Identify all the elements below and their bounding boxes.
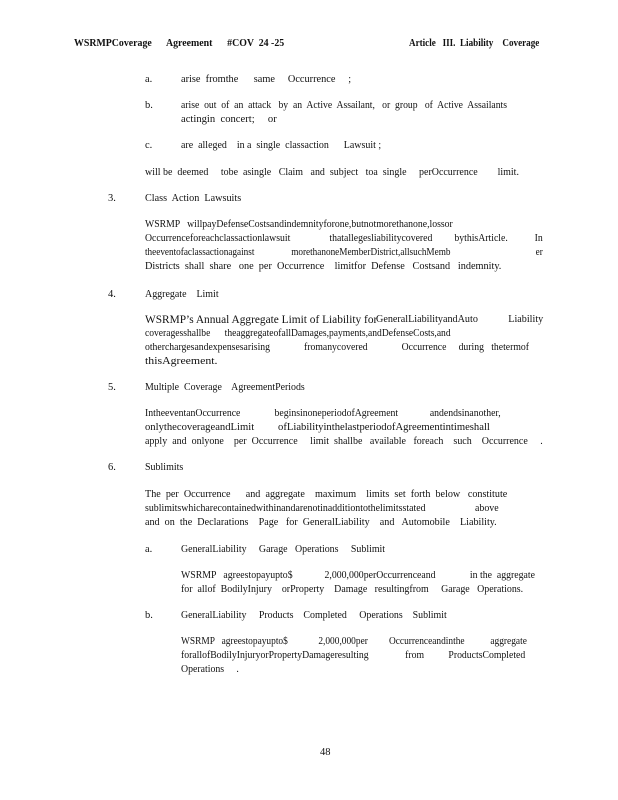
paragraph-line: will be deemed tobe asingle Claim and subject toa single perOccurrence limit. [145, 167, 519, 178]
paragraph-line: apply and onlyone per Occurrence limit shallbe available foreach such Occurrence . [145, 436, 543, 447]
paragraph-line: and on the Declarations Page for GeneralLiability and Automobile Liability. [145, 517, 497, 528]
paragraph-line: The per Occurrence and aggregate maximum limits set forth below constitute [145, 489, 508, 500]
paragraph-line: onlythecoverageandLimit ofLiabilityinthelastperiodofAgreementintimeshall [145, 422, 490, 433]
paragraph-line: Occurrenceforeachclassactionlawsuit thatallegesliabilitycovered bythisArticle. In [145, 233, 543, 244]
section-title: Aggregate Limit [145, 289, 219, 300]
paragraph-line: WSRMP agreestopayupto$ 2,000,000perOccurrenceand in the aggregate [181, 570, 535, 581]
paragraph-line: IntheeventanOccurrence beginsinoneperiodofAgreement andendsinanother, [145, 408, 501, 419]
paragraph-line: thisAgreement. [145, 356, 218, 367]
section-number: 4. [108, 289, 116, 300]
section-number: 3. [108, 193, 116, 204]
paragraph-line: for allof BodilyInjury orProperty Damage resultingfrom Garage Operations. [181, 584, 524, 595]
list-marker: c. [145, 140, 153, 151]
subitem-title: GeneralLiability Garage Operations Sublimit [181, 544, 386, 555]
paragraph-line: WSRMP agreestopayupto$ 2,000,000per Occurrenceandinthe aggregate [181, 636, 527, 647]
paragraph-line: forallofBodilyInjuryorPropertyDamageresulting from ProductsCompleted [181, 650, 526, 661]
header-right: Article III. Liability Coverage [409, 38, 540, 49]
list-marker: b. [145, 610, 153, 621]
header-left: WSRMPCoverage Agreement #COV 24 -25 [74, 38, 285, 49]
paragraph-line: WSRMP willpayDefenseCostsandindemnityforone,butnotmorethanone,lossor [145, 219, 453, 230]
paragraph-lead: WSRMP’s Annual Aggregate Limit of Liability for [145, 312, 378, 326]
list-item-line: arise fromthe same Occurrence ; [181, 74, 352, 85]
paragraph-line: sublimitswhicharecontainedwithinandarenotinadditiontothelimitsstated above [145, 503, 499, 514]
section-title: Class Action Lawsuits [145, 193, 242, 204]
list-marker: b. [145, 100, 153, 111]
page-number: 48 [320, 747, 331, 758]
paragraph-line: theeventofaclassactionagainst morethanoneMemberDistrict,allsuchMemb er [145, 247, 543, 258]
section-title: Sublimits [145, 462, 184, 473]
subitem-title: GeneralLiability Products Completed Operations Sublimit [181, 610, 447, 621]
section-number: 6. [108, 462, 116, 473]
list-item-line: actingin concert; or [181, 114, 277, 125]
list-marker: a. [145, 74, 153, 85]
paragraph-line: GeneralLiabilityandAuto Liability [376, 314, 544, 325]
section-title: Multiple Coverage AgreementPeriods [145, 382, 305, 393]
paragraph-line: coveragesshallbe theaggregateofallDamages,payments,andDefenseCosts,and [145, 328, 451, 339]
section-number: 5. [108, 382, 116, 393]
paragraph-line: Districts shall share one per Occurrence limitfor Defense Costsand indemnity. [145, 261, 502, 272]
list-item-line: arise out of an attack by an Active Assailant, or group of Active Assailants [181, 100, 508, 111]
list-item-line: are alleged in a single classaction Lawsuit ; [181, 140, 382, 151]
paragraph-line: otherchargesandexpensesarising fromanycovered Occurrence during thetermof [145, 342, 529, 353]
paragraph-line: Operations . [181, 664, 239, 675]
list-marker: a. [145, 544, 153, 555]
